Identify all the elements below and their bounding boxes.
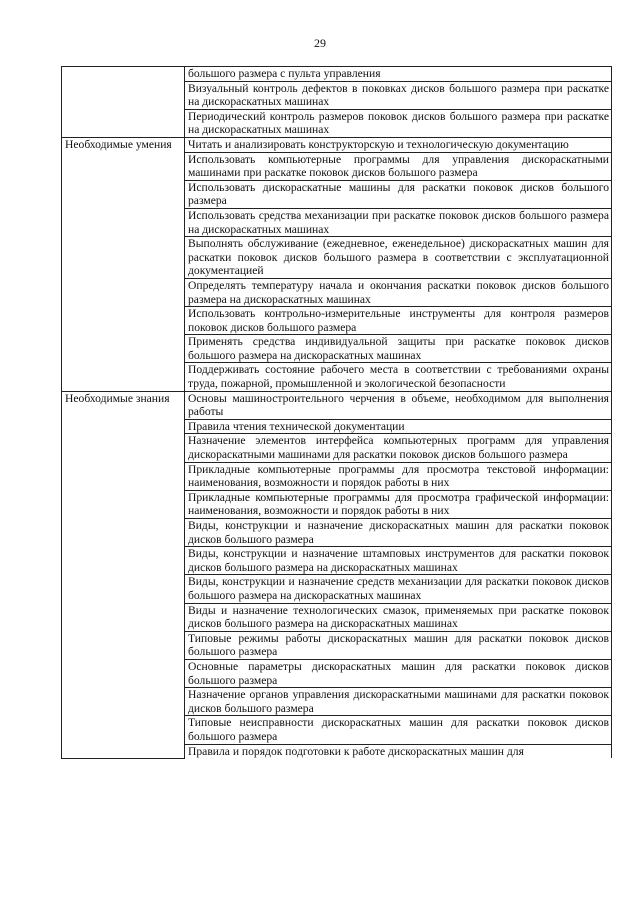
table-cell: Использовать контрольно-измерительные инструменты для контроля размеров поковок дисков большого размера (185, 307, 612, 335)
table-cell: Визуальный контроль дефектов в поковках дисков большого размера при раскатке на дискораскатных машинах (185, 81, 612, 109)
table-cell: Виды и назначение технологических смазок, применяемых при раскатке поковок дисков большого размера на дискораскатных машинах (185, 603, 612, 631)
page-number: 29 (314, 36, 326, 50)
table-row (62, 137, 612, 152)
table-cell: большого размера с пульта управления (185, 67, 612, 82)
table-cell: Использовать компьютерные программы для управления дискораскатными машинами при раскатке поковок дисков большого размера (185, 152, 612, 180)
table-cell: Назначение элементов интерфейса компьютерных программ для управления дискораскатными машинами для раскатки поковок дисков большого размера (185, 434, 612, 462)
table-cell: Выполнять обслуживание (ежедневное, еженедельное) дискораскатных машин для раскатки поковок дисков большого размера в соответствии с эксплуатационной документацией (185, 237, 612, 279)
table-cell: Прикладные компьютерные программы для просмотра текстовой информации: наименования, возможности и порядок работы в них (185, 462, 612, 490)
section-label-knowledge: Необходимые знания (62, 391, 185, 758)
table-cell: Типовые неисправности дискораскатных машин для раскатки поковок дисков большого размера (185, 716, 612, 744)
table-cell: Периодический контроль размеров поковок дисков большого размера при раскатке на дискораскатных машинах (185, 109, 612, 137)
table-cell: Виды, конструкции и назначение штамповых инструментов для раскатки поковок дисков большого размера на дискораскатных машинах (185, 547, 612, 575)
table-cell: Использовать средства механизации при раскатке поковок дисков большого размера на дискораскатных машинах (185, 208, 612, 236)
table-cell: Основные параметры дискораскатных машин для раскатки поковок дисков большого размера (185, 659, 612, 687)
table-cell: Прикладные компьютерные программы для просмотра графической информации: наименования, возможности и порядок работы в них (185, 490, 612, 518)
table-cell: Правила чтения технической документации (185, 419, 612, 434)
table-cell: Поддерживать состояние рабочего места в соответствии с требованиями охраны труда, пожарной, промышленной и экологической безопасности (185, 363, 612, 391)
table-cell: Виды, конструкции и назначение дискораскатных машин для раскатки поковок дисков большого размера (185, 519, 612, 547)
table-cell: Типовые режимы работы дискораскатных машин для раскатки поковок дисков большого размера (185, 631, 612, 659)
table-cell: Использовать дискораскатные машины для раскатки поковок дисков большого размера (185, 180, 612, 208)
table-row (62, 67, 612, 82)
table-cell: Назначение органов управления дискораскатными машинами для раскатки поковок дисков большого размера (185, 688, 612, 716)
label-cell-continued (62, 67, 185, 138)
table-cell: Применять средства индивидуальной защиты при раскатке поковок дисков большого размера на дискораскатных машинах (185, 335, 612, 363)
competency-table (61, 66, 612, 759)
section-label-skills: Необходимые умения (62, 137, 185, 391)
table-row (62, 391, 612, 419)
table-cell: Читать и анализировать конструкторскую и технологическую документацию (185, 137, 612, 152)
table-cell: Виды, конструкции и назначение средств механизации для раскатки поковок дисков большого размера на дискораскатных машинах (185, 575, 612, 603)
table-cell: Определять температуру начала и окончания раскатки поковок дисков большого размера на дискораскатных машинах (185, 278, 612, 306)
table-cell: Основы машиностроительного черчения в объеме, необходимом для выполнения работы (185, 391, 612, 419)
table-cell: Правила и порядок подготовки к работе дискораскатных машин для (185, 744, 612, 758)
